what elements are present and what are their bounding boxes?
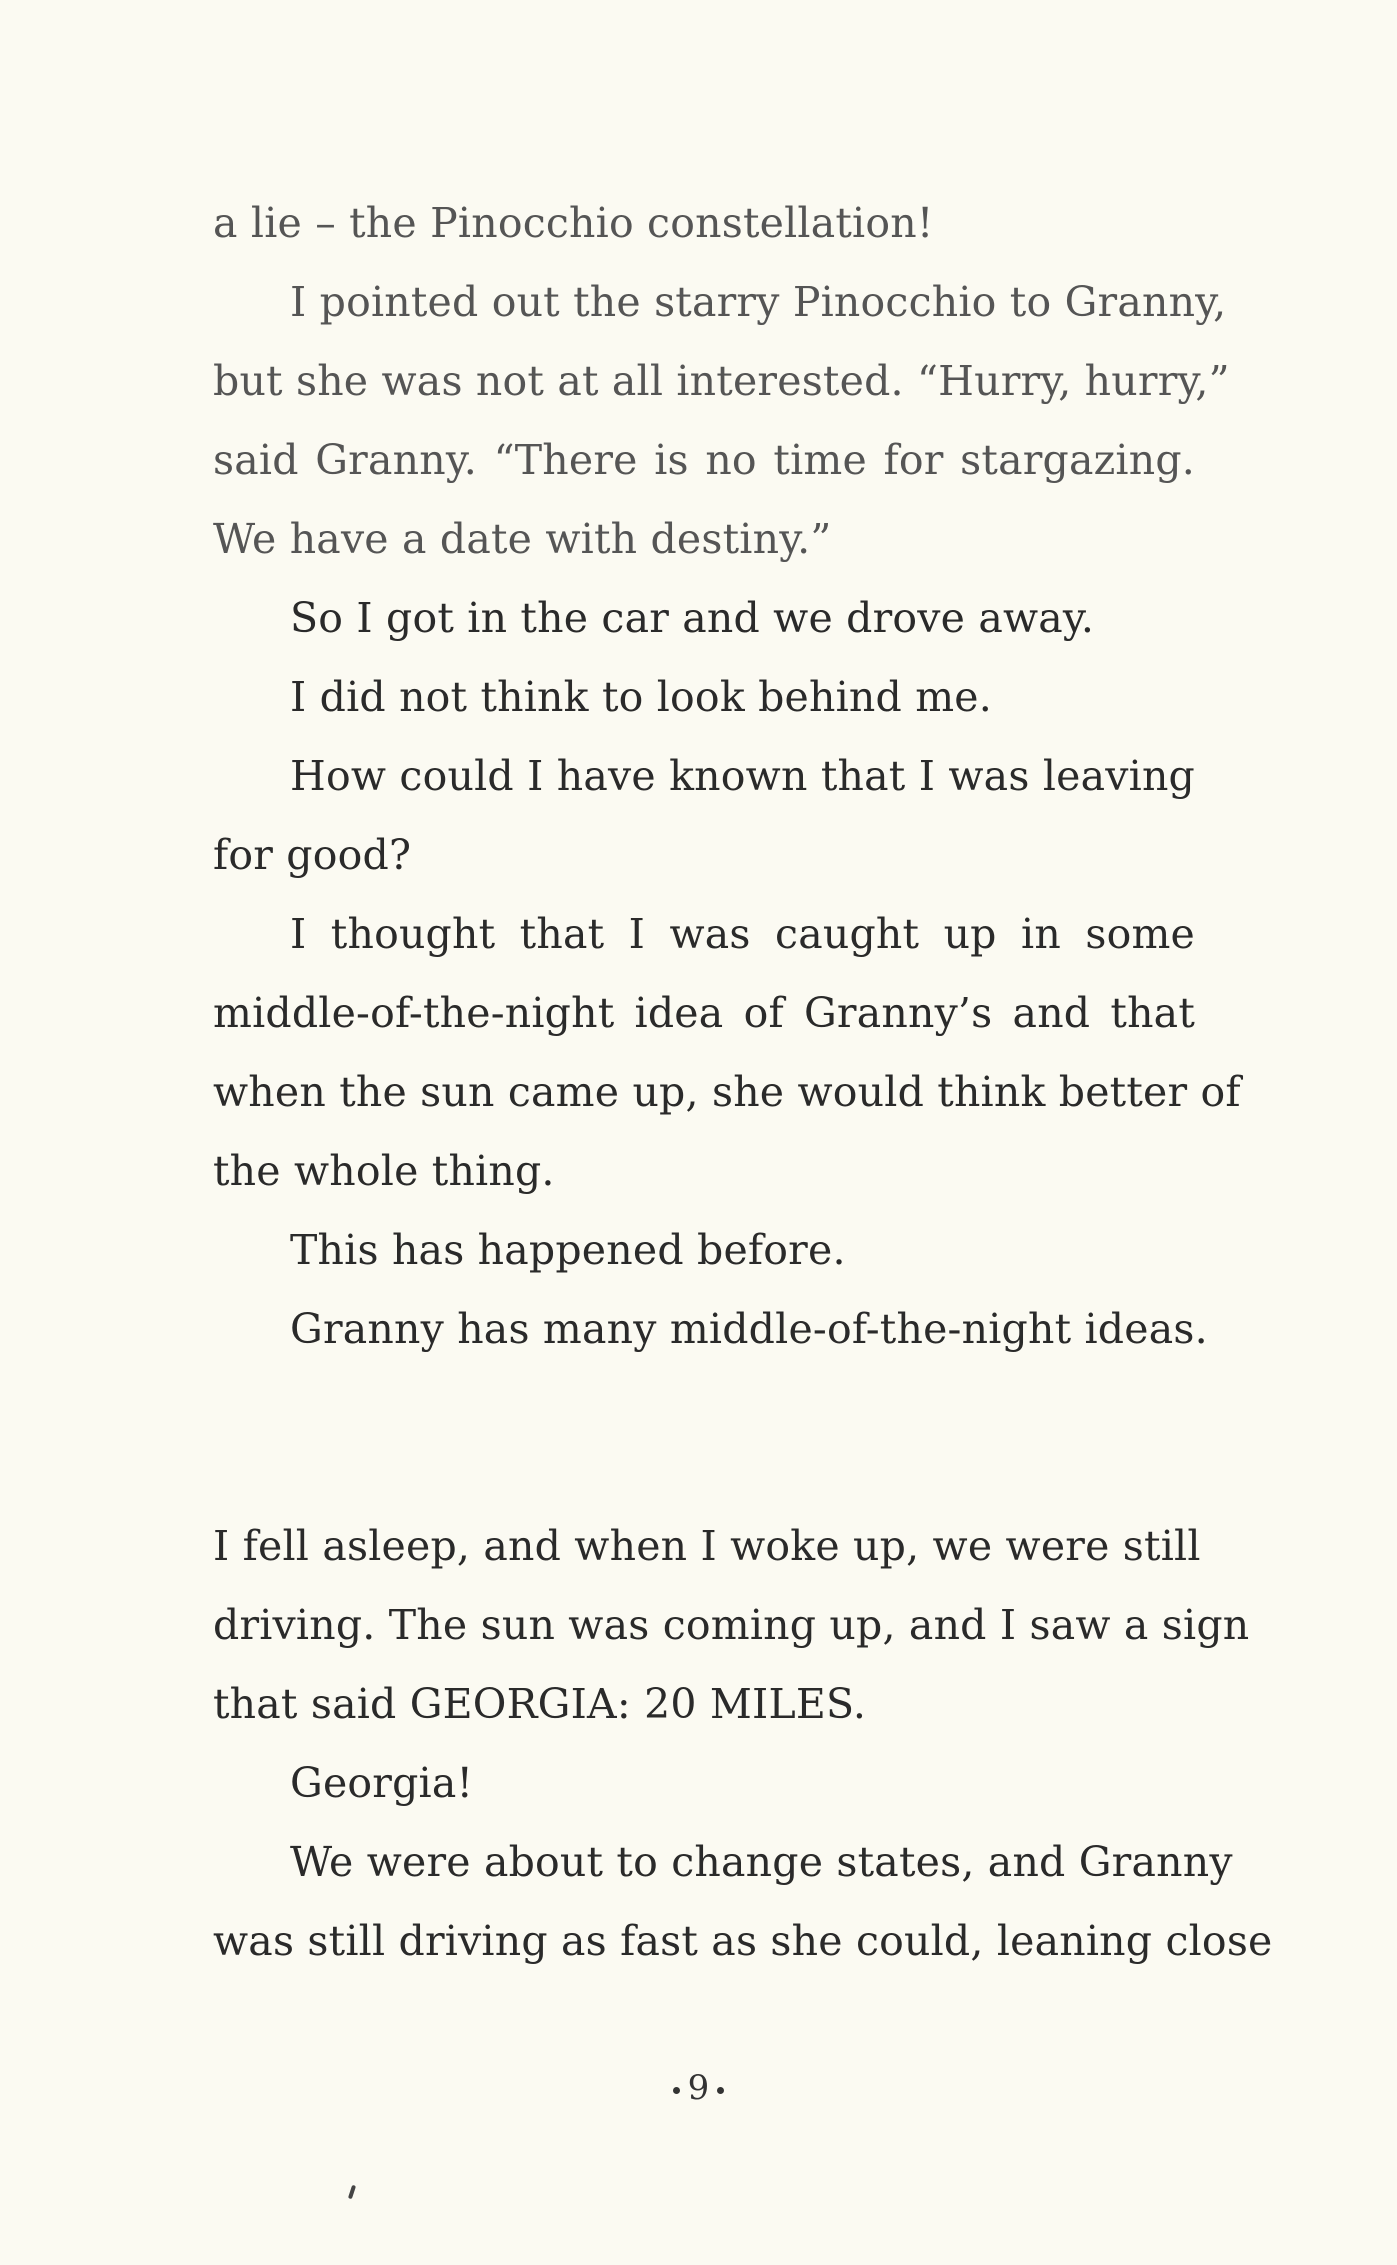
text-line: middle-of-the-night idea of Granny’s and that — [213, 989, 1195, 1037]
text-line: I did not think to look behind me. — [290, 673, 992, 721]
text-line: the whole thing. — [213, 1147, 555, 1195]
text-line: a lie – the Pinocchio constellation! — [213, 199, 934, 247]
text-line: How could I have known that I was leaving — [290, 752, 1195, 800]
text-line: We were about to change states, and Granny — [290, 1838, 1233, 1886]
text-line: when the sun came up, she would think better of — [213, 1068, 1241, 1116]
page-number — [0, 2068, 1397, 2108]
text-line: I fell asleep, and when I woke up, we were still — [213, 1522, 1201, 1570]
text-line: Granny has many middle-of-the-night ideas. — [290, 1305, 1208, 1353]
text-line: This has happened before. — [290, 1226, 846, 1274]
text-line: So I got in the car and we drove away. — [290, 594, 1095, 642]
text-line: that said GEORGIA: 20 MILES. — [213, 1680, 867, 1728]
text-line: Georgia! — [290, 1759, 474, 1807]
ink-speck — [348, 2185, 356, 2200]
page-number-value: 9 — [687, 2068, 710, 2108]
text-line: was still driving as fast as she could, leaning close — [213, 1917, 1273, 1965]
text-line: driving. The sun was coming up, and I saw a sign — [213, 1601, 1250, 1649]
bullet-icon — [717, 2087, 724, 2094]
text-line: I pointed out the starry Pinocchio to Granny, — [290, 278, 1227, 326]
text-line: for good? — [213, 831, 412, 879]
text-line: I thought that I was caught up in some — [290, 910, 1195, 958]
text-line: said Granny. “There is no time for stargazing. — [213, 436, 1195, 484]
text-line: but she was not at all interested. “Hurry, hurry,” — [213, 357, 1230, 405]
bullet-icon — [673, 2087, 680, 2094]
text-line: We have a date with destiny.” — [213, 515, 832, 563]
